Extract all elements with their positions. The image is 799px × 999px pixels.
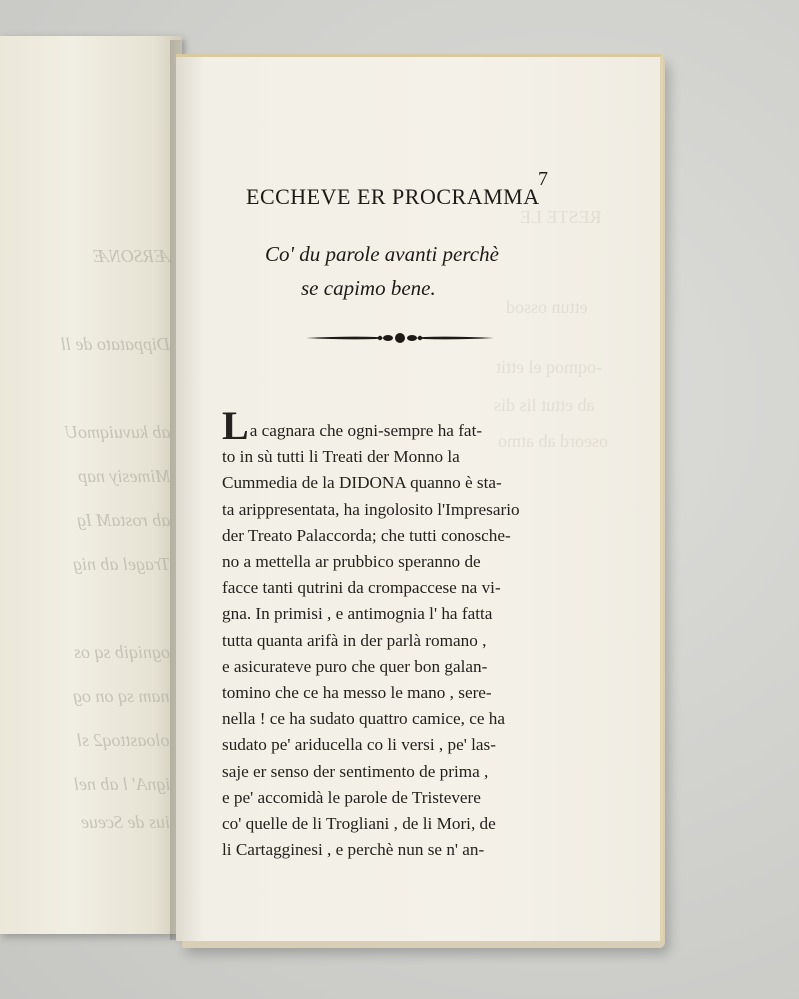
show-through-text: Dippatato de ll: [61, 334, 170, 354]
ornament-divider: [306, 330, 494, 346]
page-title: ECCHEVE ER PROCRAMMA: [246, 184, 540, 209]
body-line: co' quelle de li Trogliani , de li Mori, de: [222, 814, 496, 834]
body-line: e asicurateve puro che quer bon galan-: [222, 656, 488, 676]
subtitle-line-2: se capimo bene.: [301, 276, 436, 300]
show-through-text: Tragel ab nig: [72, 554, 170, 574]
show-through-text: oloasttoq2 sl: [77, 730, 170, 750]
show-through-text: ettun ossod: [506, 297, 588, 317]
body-line: saje er senso der sentimento de prima ,: [222, 761, 489, 781]
body-line: der Treato Palaccorda; che tutti conosche-: [222, 525, 511, 545]
drop-cap: L: [222, 403, 249, 448]
body-line: to in sù tutti li Treati der Monno la: [222, 447, 460, 467]
body-line: tomino che ce ha messo le mano , sere-: [222, 683, 492, 703]
left-page: [0, 36, 182, 934]
show-through-text: nam sq on og: [73, 686, 170, 706]
subtitle-line-1: Co' du parole avanti perchè: [265, 242, 499, 266]
body-line: e pe' accomidà le parole de Tristevere: [222, 787, 481, 807]
page-number: 7: [538, 168, 548, 190]
body-line-1: La cagnara che ogni-sempre ha fat-: [222, 403, 483, 448]
show-through-text: ab ettut lis dis: [494, 395, 595, 415]
body-line: Cummedia de la DIDONA quanno è sta-: [222, 473, 502, 493]
show-through-text: ab kuvuiqmoU: [64, 422, 170, 442]
body-line: sudato pe' ariducella co li versi , pe' las-: [222, 735, 496, 755]
show-through-text: Mimesiy nap: [77, 466, 170, 486]
show-through-text: oseord ab atmo: [498, 431, 608, 451]
show-through-text: ab rostaM Ig: [76, 510, 170, 530]
body-line: gna. In primisi , e antimognia l' ha fatta: [222, 604, 493, 624]
body-line: tutta quanta arifà in der parlà romano ,: [222, 630, 487, 650]
body-line: ta arippresentata, ha ingolosito l'Impresario: [222, 499, 520, 519]
show-through-text: RESTE LE: [520, 207, 602, 227]
show-through-text: -oqmoq el ettit: [496, 357, 602, 377]
body-line: facce tanti qutrini da crompaccese na vi-: [222, 578, 501, 598]
show-through-text: ÆRSONÆ: [92, 246, 170, 266]
body-line: li Cartagginesi , e perchè nun se n' an-: [222, 840, 485, 860]
body-line: nella ! ce ha sudato quattro camice, ce ha: [222, 709, 505, 729]
show-through-text: ogniqib sq os: [73, 642, 170, 662]
body-line: no a mettella ar prubbico speranno de: [222, 552, 481, 572]
show-through-text: ignA' l ab nel: [73, 774, 170, 794]
show-through-text: ius de Sceue: [81, 812, 170, 832]
